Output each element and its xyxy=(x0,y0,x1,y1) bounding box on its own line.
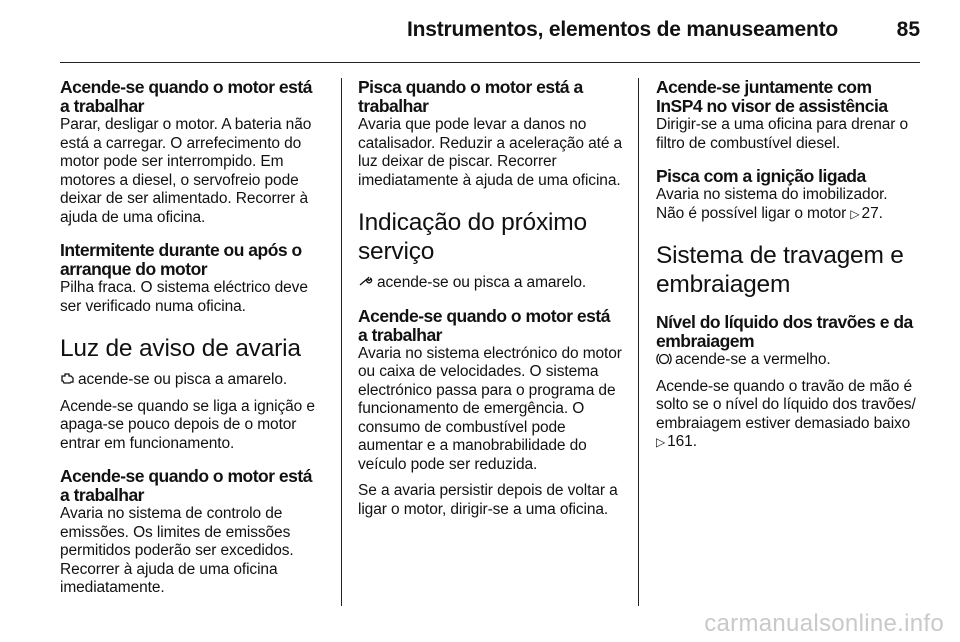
para-running-3: Avaria no sistema electrónico do motor ou caixa de velocidades. O sistema electrónico passa para o programa de funcionamento de emergência. O consumo de combustível pode aumentar e a manobrabilidade do veículo pode ser reduzida. xyxy=(358,344,622,473)
para-fault-icon: acende-se ou pisca a amarelo. xyxy=(60,371,325,390)
column-2 xyxy=(358,78,623,519)
para-ignition-2: Não é possível ligar o motor ▷ 27. xyxy=(656,204,883,222)
column-3 xyxy=(656,78,921,452)
para-running: Parar, desligar o motor. A bateria não está a carregar. O arrefecimento do motor pode ser interrompido. Em motores a diesel, o servofreio pode deixar de ser alimentado. Recorrer à ajuda de uma oficina. xyxy=(60,116,312,226)
column-divider-2 xyxy=(638,78,639,606)
heading-fault-light: Luz de aviso de avaria xyxy=(60,335,301,362)
para-flashing: Avaria que pode levar a danos no catalisador. Reduzir a aceleração até a luz deixar de piscar. Recorrer imediatamente à ajuda de uma oficina. xyxy=(358,116,623,189)
para-persist: Se a avaria persistir depois de voltar a ligar o motor, dirigir-se a uma oficina. xyxy=(358,482,618,518)
page-reference-arrow-icon: ▷ xyxy=(656,435,666,449)
chapter-title: Instrumentos, elementos de manuseamento xyxy=(407,18,838,41)
heading-flashing: Pisca quando o motor está a trabalhar xyxy=(358,77,583,116)
para-fault-ignition: Acende-se quando se liga a ignição e apaga-se pouco depois de o motor entrar em funcionamento. xyxy=(60,397,315,452)
heading-running-3: Acende-se quando o motor está a trabalhar xyxy=(358,305,610,345)
column-1 xyxy=(60,78,325,598)
engine-check-icon xyxy=(60,371,75,390)
heading-brake-system: Sistema de travagem e embraiagem xyxy=(656,242,904,298)
heading-running: Acende-se quando o motor está a trabalhar xyxy=(60,77,312,116)
para-ignition-1: Avaria no sistema do imobilizador. xyxy=(656,186,888,203)
para-fluid-icon: acende-se a vermelho. xyxy=(656,351,921,370)
heading-running-2: Acende-se quando o motor está a trabalhar xyxy=(60,466,312,505)
page-header xyxy=(0,0,960,62)
column-divider-1 xyxy=(341,78,342,606)
site-watermark: carmanualsonline.info xyxy=(704,610,944,637)
heading-service: Indicação do próximo serviço xyxy=(358,209,587,265)
para-service-icon: acende-se ou pisca a amarelo. xyxy=(358,274,623,293)
page-reference-arrow-icon: ▷ xyxy=(850,206,860,221)
heading-intermittent: Intermitente durante ou após o arranque do motor xyxy=(60,240,302,279)
para-fluid-desc: Acende-se quando o travão de mão é solto se o nível do líquido dos travões/ embraiagem estiver demasiado baixo ▷ 161. xyxy=(656,377,916,450)
para-intermittent: Pilha fraca. O sistema eléctrico deve ser verificado numa oficina. xyxy=(60,279,308,315)
brake-warning-icon xyxy=(656,351,672,370)
page-number: 85 xyxy=(896,18,920,41)
wrench-service-icon xyxy=(358,274,374,293)
header-divider xyxy=(60,62,920,63)
heading-ignition: Pisca com a ignição ligada xyxy=(656,166,866,186)
heading-insp4: Acende-se juntamente com InSP4 no visor de assistência xyxy=(656,77,888,116)
para-running-2: Avaria no sistema de controlo de emissões. Os limites de emissões permitidos poderão ser excedidos. Recorrer à ajuda de uma oficina imediatamente. xyxy=(60,505,294,596)
para-insp4: Dirigir-se a uma oficina para drenar o filtro de combustível diesel. xyxy=(656,116,909,152)
heading-fluid-level: Nível do líquido dos travões e da embraiagem xyxy=(656,312,913,351)
